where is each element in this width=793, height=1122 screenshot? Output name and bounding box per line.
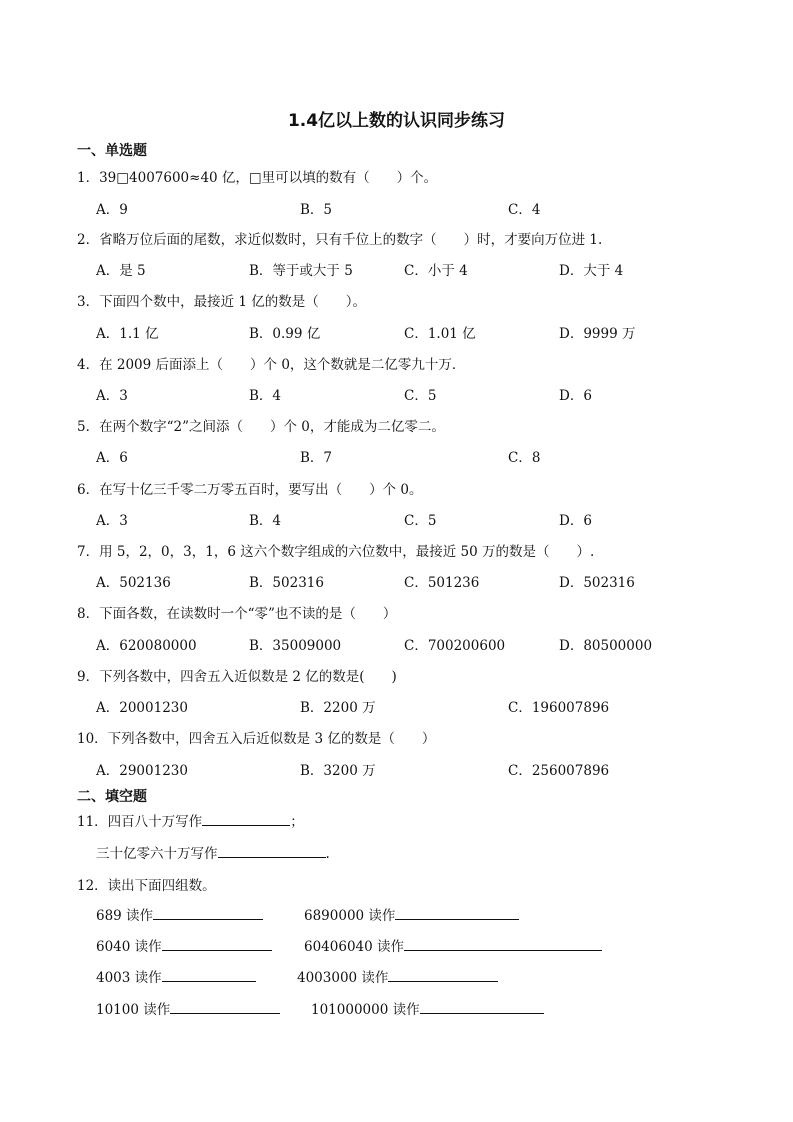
q12-row2-left (96, 935, 272, 955)
q2-option-a: A．是 5 (96, 263, 146, 279)
question-4: 4．在 2009 后面添上（ ）个 0，这个数就是二亿零九十万． (77, 357, 466, 373)
q12-label-4003000: 4003000 读作 (297, 970, 389, 986)
q12-row2-right (304, 935, 602, 955)
q4-option-c: C．5 (404, 388, 437, 404)
q1-option-c: C．4 (508, 202, 541, 218)
q12-label-4003: 4003 读作 (96, 970, 162, 986)
q12-blank-60406040[interactable] (404, 936, 602, 951)
question-10: 10．下列各数中，四舍五入后近似数是 3 亿的数是（ ） (77, 731, 436, 747)
q6-option-a: A．3 (96, 513, 128, 529)
q8-option-d: D．80500000 (559, 638, 653, 654)
q2-option-b: B．等于或大于 5 (249, 263, 353, 279)
q3-option-d: D．9999 万 (559, 326, 636, 342)
q12-label-689: 689 读作 (96, 908, 154, 924)
q11-prompt-1: 11．四百八十万写作 (77, 814, 203, 830)
q12-blank-6040[interactable] (162, 936, 272, 951)
q12-blank-101000000[interactable] (420, 999, 544, 1014)
q12-label-6040: 6040 读作 (96, 939, 162, 955)
q12-row1-left (96, 904, 263, 924)
question-11-line-2 (96, 842, 330, 862)
q11-end-1: ； (290, 814, 304, 830)
question-3: 3．下面四个数中，最接近 1 亿的数是（ ）。 (77, 294, 367, 310)
q8-option-a: A．620080000 (96, 638, 197, 654)
q2-option-d: D．大于 4 (559, 263, 624, 279)
q12-blank-10100[interactable] (170, 999, 280, 1014)
question-12: 12．读出下面四组数。 (77, 878, 216, 894)
q3-option-a: A．1.1 亿 (96, 326, 159, 342)
q12-row3-right (297, 966, 498, 986)
q12-row4-right (311, 998, 544, 1018)
q12-row3-left (96, 966, 256, 986)
q7-option-b: B．502316 (249, 575, 324, 591)
q9-option-a: A．20001230 (96, 700, 188, 716)
q12-row1-right (304, 904, 519, 924)
q12-blank-6890000[interactable] (395, 905, 519, 920)
question-2: 2．省略万位后面的尾数，求近似数时，只有千位上的数字（ ）时，才要向万位进 1. (77, 232, 603, 248)
q8-option-c: C．700200600 (404, 638, 506, 654)
q5-option-b: B．7 (300, 450, 333, 466)
q9-option-b: B．2200 万 (300, 700, 376, 716)
q5-option-a: A．6 (96, 450, 128, 466)
q11-prompt-2: 三十亿零六十万写作 (96, 846, 218, 862)
q6-option-d: D．6 (559, 513, 592, 529)
page-title: 1.4亿以上数的认识同步练习 (287, 111, 506, 131)
question-5: 5．在两个数字“2”之间添（ ）个 0，才能成为二亿零二。 (77, 419, 445, 435)
q12-label-60406040: 60406040 读作 (304, 939, 405, 955)
q12-blank-689[interactable] (153, 905, 263, 920)
section-heading-fill-blank: 二、填空题 (77, 789, 147, 805)
q10-option-c: C．256007896 (508, 763, 610, 779)
q8-option-b: B．35009000 (249, 638, 342, 654)
question-11-line-1 (77, 810, 304, 830)
q9-option-c: C．196007896 (508, 700, 610, 716)
section-heading-single-choice: 一、单选题 (77, 143, 147, 159)
q1-option-a: A．9 (96, 202, 128, 218)
q12-blank-4003000[interactable] (388, 967, 498, 982)
q6-option-c: C．5 (404, 513, 437, 529)
q2-option-c: C．小于 4 (404, 263, 468, 279)
q10-option-b: B．3200 万 (300, 763, 376, 779)
q11-end-2: . (325, 846, 330, 862)
q12-row4-left (96, 998, 280, 1018)
question-7: 7．用 5，2，0，3，1，6 这六个数字组成的六位数中，最接近 50 万的数是（ ）. (77, 544, 595, 560)
q7-option-d: D．502316 (559, 575, 635, 591)
q4-option-a: A．3 (96, 388, 128, 404)
q12-label-10100: 10100 读作 (96, 1002, 171, 1018)
q3-option-b: B．0.99 亿 (249, 326, 321, 342)
question-8: 8．下面各数，在读数时一个“零”也不读的是（ ） (77, 606, 397, 622)
q11-answer-blank-2[interactable] (218, 843, 326, 858)
q4-option-b: B．4 (249, 388, 282, 404)
q3-option-c: C．1.01 亿 (404, 326, 476, 342)
question-6: 6．在写十亿三千零二万零五百时，要写出（ ）个 0。 (77, 482, 423, 498)
q5-option-c: C．8 (508, 450, 541, 466)
question-1: 1．39□4007600≈40 亿，□里可以填的数有（ ）个。 (77, 170, 438, 186)
q12-label-6890000: 6890000 读作 (304, 908, 396, 924)
question-9: 9．下列各数中，四舍五入近似数是 2 亿的数是( ) (77, 669, 397, 685)
q7-option-c: C．501236 (404, 575, 480, 591)
q11-answer-blank-1[interactable] (202, 811, 290, 826)
q12-label-101000000: 101000000 读作 (311, 1002, 420, 1018)
q4-option-d: D．6 (559, 388, 592, 404)
q7-option-a: A．502136 (96, 575, 171, 591)
q6-option-b: B．4 (249, 513, 282, 529)
q1-option-b: B．5 (300, 202, 333, 218)
q10-option-a: A．29001230 (96, 763, 188, 779)
q12-blank-4003[interactable] (162, 967, 256, 982)
